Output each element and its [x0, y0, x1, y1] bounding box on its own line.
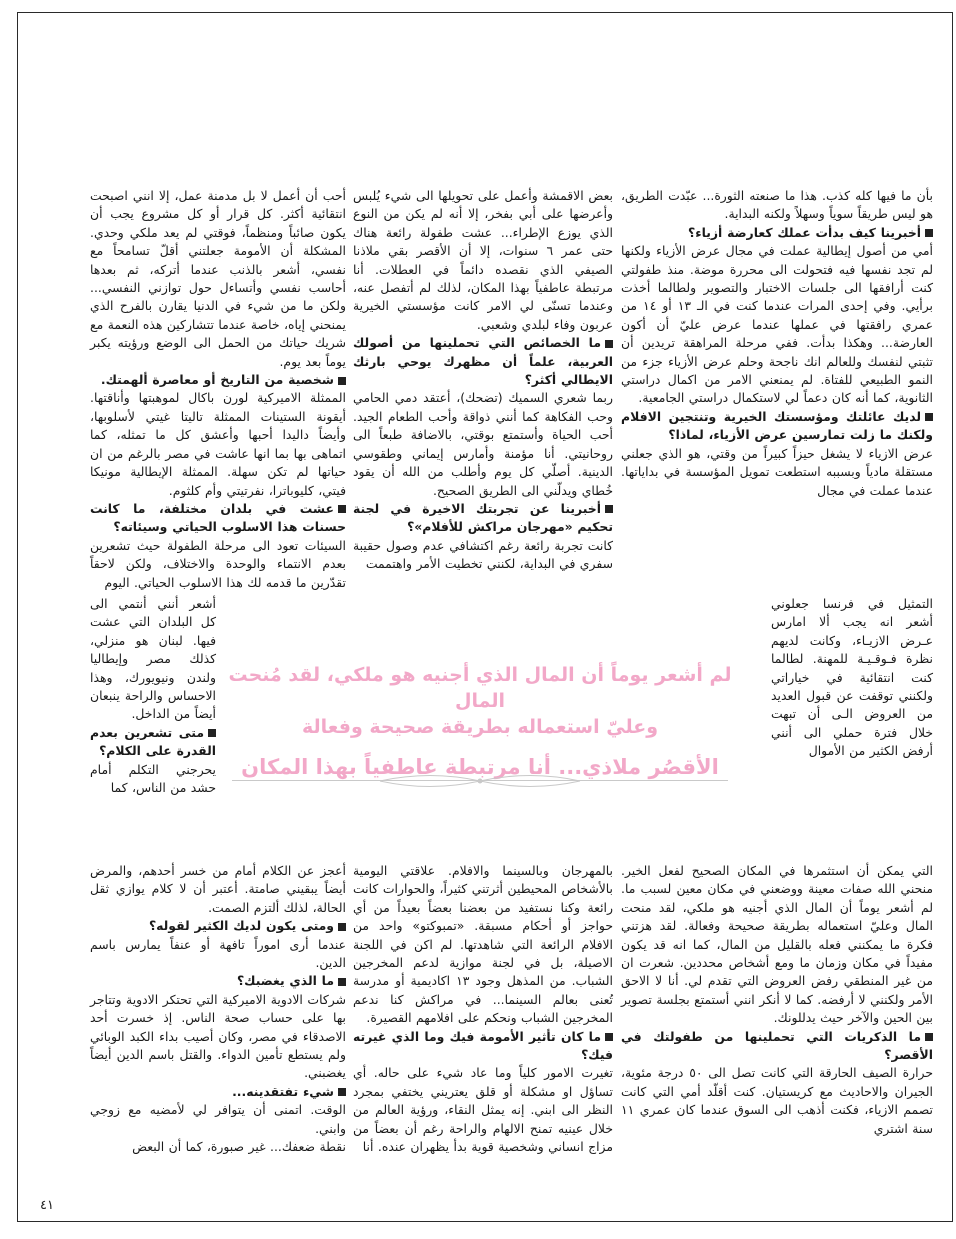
paragraph: عرض الازياء لا يشغل حيزاً كبيراً من وقتي، هو الذي جعلني مستقلة مادياً وبسببه استطعت تمويل المؤسسة في بداياتها. عندما عملت في مجال	[621, 445, 933, 498]
question-text: شيء تفتقدينه...	[232, 1083, 334, 1099]
column-left-narrow	[90, 595, 216, 797]
column-right-top	[621, 187, 933, 500]
column-right-bottom	[621, 862, 933, 1138]
question-text: ومتى يكون لديك الكثير لقوله؟	[148, 918, 334, 934]
question-heading	[90, 724, 216, 761]
question-text: ما كان تأثير الأمومة فيك وما الذي غيرته فيك؟	[353, 1028, 613, 1063]
ornament-icon	[370, 770, 590, 792]
paragraph: ربما شعري السميك (تضحك)، أعتقد دمي الحامي وحب الفكاهة كما أنني ذواقة وأحب الطعام الجيد. أحب الحياة وأستمتع بوقتي، بالاضافة طبعاً الى روحانيتي. أنا مؤمنة وأمارس إيماني وطقوسي الدينية. أصلّي كل يوم وأطلب من الله أن يقود خُطاي ويدلّني الى الطريق الصحيح.	[353, 390, 613, 498]
bullet-square-icon	[605, 505, 613, 513]
question-text: لديك عائلتك ومؤسستك الخيرية وتنتجين الافلام ولكنك ما زلت تمارسين عرض الأزياء، لماذا؟	[621, 408, 933, 443]
bullet-square-icon	[338, 1088, 346, 1096]
paragraph: أشعر أنني أنتمي الى كل البلدان التي عشت فيها. لبنان هو منزلي، كذلك مصر وإيطاليا ولندن ونيويورك، وهذا الاحساس والراحة ينبعان أيضاً من الداخل.	[90, 596, 216, 722]
question-heading	[621, 224, 933, 242]
question-text: شخصية من التاريخ أو معاصرة ألهمتك.	[100, 372, 334, 388]
column-left-top	[90, 187, 346, 592]
question-heading	[90, 371, 346, 389]
bullet-square-icon	[338, 978, 346, 986]
bullet-square-icon	[605, 340, 613, 348]
bullet-square-icon	[925, 1033, 933, 1041]
question-heading	[621, 1028, 933, 1065]
question-heading	[90, 972, 346, 990]
column-middle-top	[353, 187, 613, 574]
question-heading	[353, 334, 613, 389]
question-text: أخبرينا كيف بدأت عملك كعارضة أزياء؟	[688, 224, 921, 240]
column-right-narrow	[771, 595, 933, 761]
question-heading	[353, 1028, 613, 1065]
paragraph: الممثلة الاميركية لورن باكال لموهبتها وأناقتها. أيقونة الستينات الممثلة تاليتا غيتي لأسلوبها، وأيضاً داليدا أحبها وأعشق كل ما تمثله، كما اتماهى بها بما انها عاشت في مصر بالرغم من ان حياتها لم تكن سهلة. الممثلة الإيطالية مونيكا فيتي، كليوباترا، نفرتيتي وأم كلثوم.	[90, 390, 346, 498]
pull-quote	[220, 662, 740, 822]
paragraph: أعجز عن الكلام أمام من خسر أحدهم، والمرض أيضاً يبقيني صامتة. أعتبر أن لا كلام يوازي ثقل الحالة، لذلك ألتزم الصمت.	[90, 863, 346, 915]
question-text: عشت في بلدان مختلفة، ما كانت حسنات هذا الاسلوب الحياتي وسيئاته؟	[90, 500, 346, 535]
pull-quote-line-1: لم أشعر يوماً أن المال الذي أجنيه هو ملكي، لقد مُنحت المال	[228, 664, 732, 712]
question-heading	[621, 408, 933, 445]
paragraph: بالمهرجان وبالسينما والافلام. علاقتي اليومية بالأشخاص المحيطين أثرتني كثيراً، والحوارات كانت رائعة وكنا نستفيد من بعضنا بعضاً بعيداً من أي حواجز أو أحكام مسبقة. «تمبوكتو» واحد من الافلام الرائعة التي شاهدتها. لم اكن في اللجنة الاصيلة، بل في لجنة موازية لدعم المخرجين الشباب. من المذهل وجود ١٣ اكاديمية أو مدرسة تُعنى بعالم السينما... في مراكش كنا ندعم المخرجين الشباب ونحكم على افلامهم القصيرة.	[353, 863, 613, 1026]
paragraph: تغيرت الامور كلياً وما عاد شيء على حاله. أي تساؤل او مشكلة أو قلق يعتريني يختفي بمجرد النظر الى ابني. إنه يمثل النقاء، ورؤية العالم من خلال عينيه تمنح الالهام والراحة رغم أن بعضاً من مزاج انساني وشخصية قوية بدأ يظهران عنده. أنا	[353, 1065, 613, 1155]
page-number: ٤١	[40, 1198, 54, 1213]
bullet-square-icon	[925, 229, 933, 237]
bullet-square-icon	[605, 1033, 613, 1041]
bullet-square-icon	[338, 923, 346, 931]
bullet-square-icon	[208, 729, 216, 737]
paragraph: عندما أرى اموراً تافهة أو عنفاً يمارس باسم الدين.	[90, 936, 346, 971]
paragraph: السيئات تعود الى مرحلة الطفولة حيث تشعرين بعدم الانتماء والوحدة والاختلاف، ولكن لاحقاً تقدّرين ما قدمه لك هذا الاسلوب الحياتي. اليوم	[90, 537, 346, 590]
question-heading	[90, 1083, 346, 1101]
bullet-square-icon	[338, 377, 346, 385]
paragraph: حرارة الصيف الحارقة التي كانت تصل الى ٥٠ درجة مئوية، الجيران والاحاديث مع كريستيان. كنت أقلّد أمي التي كانت تصمم الازياء، فكنت أذهب الى السوق عندما كان عمري ١١ سنة اشتري	[621, 1065, 934, 1136]
question-heading	[90, 917, 346, 935]
paragraph: التي يمكن أن استثمرها في المكان الصحيح لفعل الخير. منحني الله صفات معينة ووضعني في مكان معين لسبب ما. لم أشعر يوماً أن المال الذي أجنيه هو ملكي، لقد منحت المال وعليّ استعماله بطريقة صحيحة وفعالة. لقد هزتني فكرة ما يمكنني فعله بالقليل من المال، كما انه قد يكون مفيداً في مكان وزمان ما ومع أشخاص محددين. شعرت ان من غير المنطقي رفض العروض التي تقدم لي. أنا لا الاحق الأمر ولكنني لا أرفضه. كما لا أنكر انني أستمتع بجلسة تصوير بين الحين والآخر حيث يدللونك.	[621, 863, 933, 1026]
question-heading	[353, 500, 613, 537]
paragraph: بعض الاقمشة وأعمل على تحويلها الى شيء يُلبس وأعرضها على أبي بفخر، إلا أنه لم يكن من النوع الذي يوزع الإطراء... عشت طفولة رائعة هناك حتى عمر ٦ سنوات، إلا أن الأقصر بقي ملاذنا الصيفي الذي نقصده دائماً في العطلات. أنا مرتبطة عاطفياً بهذا المكان، لذلك لم أتفصل عنه، وعندما تسنّى لي الامر كانت مؤسستي الخيرية عربون وفاء لبلدي وشعبي.	[353, 188, 614, 332]
paragraph: بأن ما فيها كله كذب. هذا ما صنعته الثورة... عبّدت الطريق، هو ليس طريقاً سوياً وسهلاً ولكنه البداية.	[621, 188, 933, 222]
paragraph: يحرجني التكلم أمام حشد من الناس، كما	[90, 761, 216, 796]
question-text: ما الذي يغضبك؟	[236, 973, 334, 989]
pull-quote-line-2: وعليّ استعماله بطريقة صحيحة وفعالة	[301, 716, 659, 738]
paragraph: كانت تجربة رائعة رغم اكتشافي عدم وصول حقيبة سفري في البداية، لكنني تخطيت الأمر واهتممت	[353, 537, 613, 572]
question-text: أخبرينا عن تجربتك الاخيرة في لجنة تحكيم «مهرجان مراكش للأفلام»؟	[353, 500, 613, 535]
paragraph: أمي من أصول إيطالية عملت في مجال عرض الأزياء ولكنها لم تجد نفسها فيه فتحولت الى محررة موضة. منذ طفولتي كنت أرافقها الى جلسات الاختبار والتصوير ولطالما أخذت برأيي. وفي إحدى المرات عندما كنت في الـ ١٣ أو ١٤ من عمري رافقتها في عملها عندما عرض عليّ أن أكون العارضة... وهكذا بدأت. ففي مرحلة المراهقة تريدين أن تثبتي لنفسك وللعالم انك ناجحة وحلم عرض الأزياء جزء من النمو الطبيعي للفتاة. لم يمنعني الامر من اكمال دراستي الثانوية، كما أنه كان دعماً لي لاستكمال دراستي الجامعية.	[621, 243, 933, 406]
paragraph: الوقت. اتمنى أن يتوافر لي لأمضيه مع زوجي وابني.	[90, 1102, 346, 1136]
question-text: ما الذكريات التي تحملينها من طفولتك في الأقصر؟	[621, 1028, 933, 1063]
pull-quote-line-3: الأقصُر ملاذي... أنا مرتبطة عاطفياً بهذا المكان	[241, 755, 719, 779]
question-text: ما الخصائص التي تحملينها من أصولك العربية، علماً أن مظهرك يوحي بارثك الايطالي أكثر؟	[353, 335, 613, 388]
column-right-narrow-text: التمثيل في فرنسا جعلوني أشعر انه يجب ألا امارس عـرض الازيـاء، وكانت لديهم نظرة فـوقـيـة للمهنة. لطالما كنت انتقائية في خياراتي ولكنني توقفت عن قبول العديد من العروض الـى أن تبهت خلال فترة حملي الى أنني أرفض الكثير من الأموال	[771, 596, 933, 759]
column-middle-bottom	[353, 862, 613, 1157]
column-left-bottom	[90, 862, 346, 1157]
bullet-square-icon	[925, 413, 933, 421]
paragraph: أحب أن أعمل لا بل مدمنة عمل، إلا انني اصبحت انتقائية أكثر. كل قرار أو كل مشروع يجب أن يكون صائباً ومنظماً، فوقتي لم يعد ملكي وحدي. المشكلة أن الأمومة جعلتني أقلّ تسامحاً مع نفسي، أشعر بالذنب عندما أتركه، ثم بعدها أحاسب نفسي وأتساءل حول توازني النفسي... ولكن ما من شيء في الدنيا يقارن بالفرح الذي يمنحني إياه، خاصة عندما تتشاركين هذه النعمة مع شريك حياتك من الحمل الى الوضع ورؤيته يكبر يوماً بعد يوم.	[90, 188, 346, 369]
paragraph: شركات الادوية الاميركية التي تحتكر الادوية وتتاجر بها على حساب صحة الناس. إذ خسرت أحد الاصدقاء في مصر، وكان أصيب بداء الكبد الوبائي ولم يستطع تأمين الدواء. والقتل باسم الدين أيضاً يغضبني.	[90, 991, 346, 1081]
question-heading	[90, 500, 346, 537]
question-text: متى تشعرين بعدم القدرة على الكلام؟	[90, 724, 216, 759]
bullet-square-icon	[338, 505, 346, 513]
paragraph: نقطة ضعفك... غير صبورة، كما أن البعض	[132, 1139, 346, 1155]
